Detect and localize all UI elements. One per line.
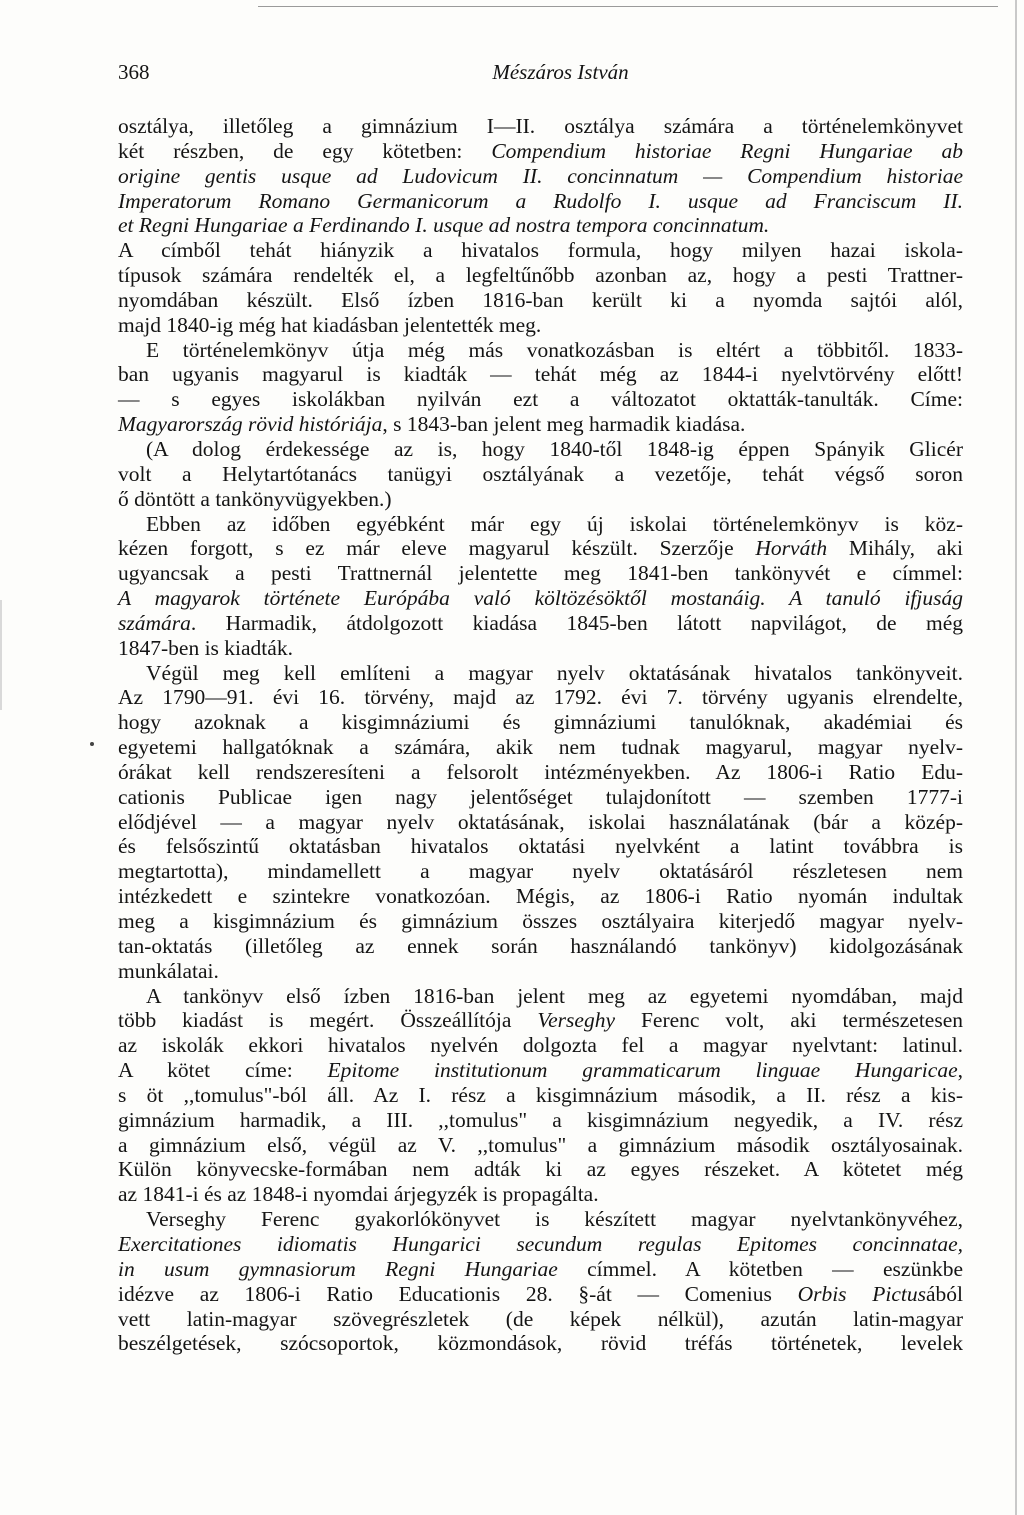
text-line: Imperatorum Romano Germanicorum a Rudolfo I. usque ad Franciscum II. bbox=[118, 188, 963, 213]
text-line: origine gentis usque ad Ludovicum II. concinnatum — Compendium historiae bbox=[118, 163, 963, 188]
text-line: vett latin-magyar szövegrészletek (de képek nélkül), azután latin-magyar bbox=[118, 1306, 963, 1331]
running-head bbox=[118, 60, 963, 90]
text-line: elődjével — a magyar nyelv oktatásának, iskolai használatának (bár a közép- bbox=[118, 809, 963, 834]
text-line: az iskolák ekkori hivatalos nyelvén dolgozta fel a magyar nyelvtant: latinul. bbox=[118, 1033, 963, 1058]
italic-segment: Compendium historiae Regni Hungariae ab bbox=[491, 138, 963, 163]
top-rule bbox=[258, 6, 998, 7]
text-segment: több kiadást is megért. Összeállítója bbox=[118, 1008, 538, 1033]
text-line: ő döntött a tankönyvügyekben.) bbox=[118, 486, 392, 511]
text-line: intézkedett e szintekre vonatkozóan. Mégis, az 1806-i Ratio nyomán indultak bbox=[118, 884, 963, 909]
text-segment: két részben, de egy kötetben: bbox=[118, 138, 492, 163]
text-line bbox=[118, 412, 963, 437]
text-line bbox=[118, 1058, 963, 1083]
text-segment: , bbox=[957, 1058, 963, 1083]
italic-segment: Magyarország rövid históriája bbox=[118, 412, 383, 437]
text-line: gimnázium harmadik, a III. ,,tomulus" a kisgimnázium negyedik, a IV. rész bbox=[118, 1107, 963, 1132]
text-line: A tankönyv első ízben 1816-ban jelent meg az egyetemi nyomdában, majd bbox=[146, 983, 963, 1008]
text-line: 1847-ben is kiadták. bbox=[118, 635, 293, 660]
italic-segment: Epitome institutionum grammaticarum linguae Hungaricae bbox=[327, 1058, 958, 1083]
text-line: — s egyes iskolákban nyilván ezt a változatot oktatták-tanulták. Címe: bbox=[118, 387, 963, 412]
text-line bbox=[118, 611, 963, 636]
text-segment: Mihály, aki bbox=[827, 536, 963, 561]
text-line: a gimnázium első, végül az V. ,,tomulus" a gimnázium második osztályosainak. bbox=[118, 1132, 963, 1157]
text-line: cationis Publicae igen nagy jelentőséget tulajdonított — szemben 1777-i bbox=[118, 784, 963, 809]
italic-segment: számára bbox=[118, 610, 191, 635]
text-line: Végül meg kell említeni a magyar nyelv oktatásának hivatalos tankönyveit. bbox=[146, 660, 963, 685]
text-line: ugyancsak a pesti Trattnernál jelentette meg 1841-ben tankönyvét e címmel: bbox=[118, 561, 963, 586]
italic-segment: Verseghy bbox=[537, 1008, 616, 1033]
text-line: nyomdában készült. Első ízben 1816-ban került ki a nyomda sajtói alól, bbox=[118, 287, 963, 312]
text-line: beszélgetések, szócsoportok, közmondások, rövid tréfás történetek, levelek bbox=[118, 1331, 963, 1356]
text-line: hogy azoknak a kisgimnáziumi és gimnáziumi tanulóknak, akadémiai és bbox=[118, 710, 963, 735]
body-text bbox=[118, 114, 963, 1356]
header-author: Mészáros István bbox=[492, 60, 629, 84]
text-line bbox=[118, 1008, 963, 1033]
text-line: s öt ,,tomulus"-ból áll. Az I. rész a kisgimnázium második, a II. rész a kis- bbox=[118, 1082, 963, 1107]
scan-margin-mark bbox=[0, 600, 2, 710]
text-line: Külön könyvecske-formában nem adták ki az egyes részeket. A kötetet még bbox=[118, 1157, 963, 1182]
text-segment: , s 1843-ban jelent meg harmadik kiadása. bbox=[382, 412, 746, 437]
text-line: és felsőszintű oktatásban hivatalos oktatási nyelvként a latint továbbra is bbox=[118, 834, 963, 859]
text-line: majd 1840-ig még hat kiadásban jelentették meg. bbox=[118, 312, 542, 337]
italic-segment: Horváth bbox=[755, 536, 828, 561]
margin-dot bbox=[90, 742, 94, 746]
text-line: tan-oktatás (illetőleg az ennek során használandó tankönyv) kidolgozásának bbox=[118, 933, 963, 958]
text-line bbox=[118, 536, 963, 561]
text-line bbox=[118, 1257, 963, 1282]
text-segment: idézve az 1806-i Ratio Educationis 28. §-át — Comenius bbox=[118, 1281, 798, 1306]
text-line: volt a Helytartótanács tanügyi osztályának a vezetője, tehát végső soron bbox=[118, 461, 963, 486]
text-line bbox=[118, 139, 963, 164]
text-line: Verseghy Ferenc gyakorlókönyvet is készített magyar nyelvtankönyvéhez, bbox=[146, 1207, 963, 1232]
text-line: ban ugyanis magyarul is kiadták — tehát még az 1844-i nyelvtörvény előtt! bbox=[118, 362, 963, 387]
text-line: (A dolog érdekessége az is, hogy 1840-től 1848-ig éppen Spányik Glicér bbox=[146, 436, 963, 461]
text-line: A magyarok története Európába való költözésöktől mostanáig. A tanuló ifjuság bbox=[118, 586, 963, 611]
text-segment: ából bbox=[925, 1281, 964, 1306]
page-edge-rule bbox=[1015, 0, 1017, 1515]
text-segment: . Harmadik, átdolgozott kiadása 1845-ben látott napvilágot, de még bbox=[190, 610, 963, 635]
text-line: Exercitationes idiomatis Hungarici secundum regulas Epitomes concinnatae, bbox=[118, 1231, 963, 1256]
text-line: Ebben az időben egyébként már egy új iskolai történelemkönyv is köz- bbox=[146, 511, 963, 536]
text-line bbox=[118, 1282, 963, 1307]
text-segment: kézen forgott, s ez már eleve magyarul készült. Szerzője bbox=[118, 536, 756, 561]
text-line: megtartotta), mindamellett a magyar nyelv oktatásáról részletesen nem bbox=[118, 859, 963, 884]
text-line: egyetemi hallgatóknak a számára, akik nem tudnak magyarul, magyar nyelv- bbox=[118, 735, 963, 760]
text-line: et Regni Hungariae a Ferdinando I. usque ad nostra tempora concinnatum. bbox=[118, 213, 770, 238]
text-line: órákat kell rendszeresíteni a felsorolt intézményekben. Az 1806-i Ratio Edu- bbox=[118, 759, 963, 784]
text-line: E történelemkönyv útja még más vonatkozásban is eltért a többitől. 1833- bbox=[146, 337, 963, 362]
text-segment: A kötet címe: bbox=[118, 1058, 328, 1083]
text-line: A címből tehát hiányzik a hivatalos formula, hogy milyen hazai iskola- bbox=[118, 238, 963, 263]
text-line: az 1841-i és az 1848-i nyomdai árjegyzék is propagálta. bbox=[118, 1182, 599, 1207]
text-line: osztálya, illetőleg a gimnázium I—II. osztálya számára a történelemkönyvet bbox=[118, 114, 963, 138]
text-line: Az 1790—91. évi 16. törvény, majd az 1792. évi 7. törvény ugyanis elrendelte, bbox=[118, 685, 963, 710]
text-line: típusok számára rendelték el, a legfeltűnőbb azonban az, hogy a pesti Trattner- bbox=[118, 263, 963, 288]
italic-segment: in usum gymnasiorum Regni Hungariae bbox=[118, 1256, 558, 1281]
text-segment: címmel. A kötetben — eszünkbe bbox=[557, 1256, 963, 1281]
text-segment: Ferenc volt, aki természetesen bbox=[615, 1008, 964, 1033]
page-number: 368 bbox=[118, 60, 150, 84]
italic-segment: Orbis Pictus bbox=[797, 1281, 926, 1306]
text-line: meg a kisgimnázium és gimnázium összes osztályaira kiterjedő magyar nyelv- bbox=[118, 909, 963, 933]
text-line: munkálatai. bbox=[118, 958, 219, 983]
